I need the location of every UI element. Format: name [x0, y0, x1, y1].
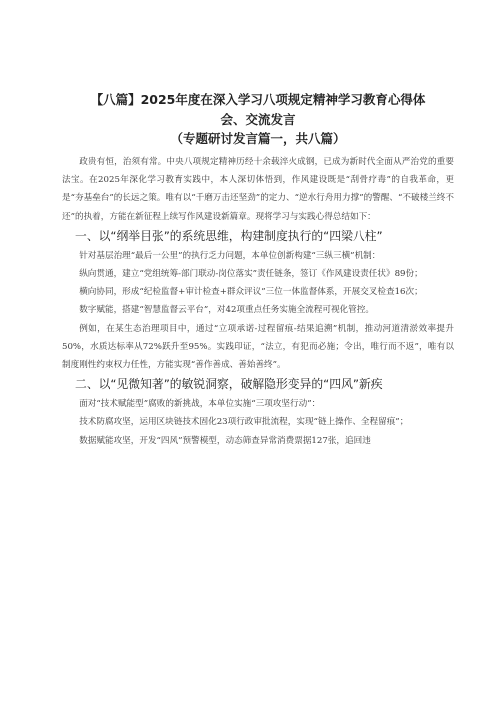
section-1-paragraph: 横向协同，形成“纪检监督+审计检查+群众评议”三位一体监督体系，开展交叉检查16次；: [79, 287, 423, 298]
title-line-1: 【八篇】2025年度在深入学习八项规定精神学习教育心得体: [90, 92, 426, 107]
document-title: [62, 90, 454, 149]
intro-paragraph: 政贵有恒，治须有常。中央八项规定精神历经十余载淬火成钢，已成为新时代全面从严治党的重要法宝。在2025年深化学习教育实践中，本人深切体悟到，作风建设既是“刮骨疗毒”的自我革命，更是“夯基垒台”的长远之策。唯有以“千磨万击还坚劲”的定力、“逆水行舟用力撑”的警醒、“不破楼兰终不还”的执着，方能在新征程上续写作风建设新篇章。现将学习与实践心得总结如下：: [62, 157, 454, 222]
title-subtitle: （专题研讨发言篇一，共八篇）: [170, 131, 346, 146]
section-1-paragraph: 例如，在某生态治理项目中，通过“立项承诺-过程留痕-结果追溯”机制，推动河道清淤效率提升50%，水质达标率从72%跃升至95%。实践印证，“法立，有犯而必施；令出，唯行而不返”，唯有以制度刚性约束权力任性，方能实现“善作善成、善始善终”。: [62, 323, 454, 371]
section-1-paragraph: 针对基层治理“最后一公里”的执行乏力问题，本单位创新构建“三纵三横”机制：: [79, 250, 381, 261]
document-body: [62, 153, 454, 450]
section-1-heading: 一、以“纲举目张”的系统思维，构建制度执行的“四梁八柱”: [75, 228, 383, 243]
section-2-paragraph: 数据赋能攻坚，开发“四风”预警模型，动态筛查异常消费票据127张，追回违: [79, 435, 371, 446]
section-2-paragraph: 面对“技术赋能型”腐败的新挑战，本单位实施“三项攻坚行动”：: [79, 399, 321, 410]
section-1-paragraph: 数字赋能，搭建“智慧监督云平台”，对42项重点任务实施全流程可视化管控。: [79, 305, 374, 316]
section-1-paragraph: 纵向贯通，建立“党组统筹-部门联动-岗位落实”责任链条，签订《作风建设责任状》89份；: [79, 269, 423, 280]
title-line-2: 会、交流发言: [220, 111, 296, 127]
section-2-heading: 二、以“见微知著”的敏锐洞察，破解隐形变异的“四风”新疾: [75, 377, 383, 392]
section-2-paragraph: 技术防腐攻坚，运用区块链技术固化23项行政审批流程，实现“链上操作、全程留痕”；: [79, 417, 409, 428]
